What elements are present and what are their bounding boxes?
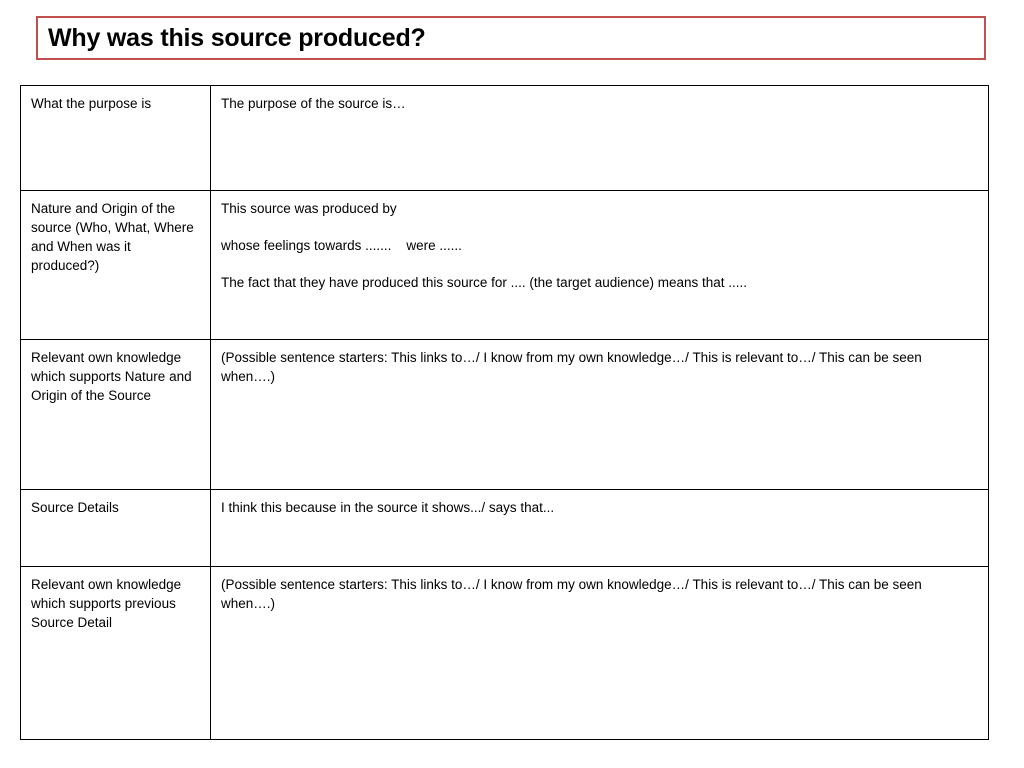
prompt-text: I think this because in the source it shows.../ says that... [221, 500, 555, 515]
table-row-own-knowledge-detail [21, 566, 988, 739]
row-label: What the purpose is [21, 86, 211, 190]
prompt-text: (Possible sentence starters: This links to…/ I know from my own knowledge…/ This is relevant to…/ This can be seen when….) [221, 350, 922, 384]
response-cell[interactable] [211, 567, 988, 739]
row-label: Relevant own knowledge which supports previous Source Detail [21, 567, 211, 739]
prompt-text: The fact that they have produced this source for .... (the target audience) means that ..... [221, 275, 748, 290]
prompt-text: (Possible sentence starters: This links to…/ I know from my own knowledge…/ This is relevant to…/ This can be seen when….) [221, 577, 922, 611]
row-label: Relevant own knowledge which supports Nature and Origin of the Source [21, 340, 211, 489]
table-row-source-details [21, 489, 988, 566]
row-label: Nature and Origin of the source (Who, What, Where and When was it produced?) [21, 191, 211, 339]
prompt-text: whose feelings towards ....... were ...... [221, 238, 462, 253]
response-cell[interactable] [211, 86, 988, 190]
response-cell[interactable] [211, 191, 988, 339]
row-label: Source Details [21, 490, 211, 566]
table-row-nature-origin [21, 190, 988, 339]
prompt-text: The purpose of the source is… [221, 96, 406, 111]
worksheet-table [20, 85, 989, 740]
title-box [36, 16, 986, 60]
page-title: Why was this source produced? [48, 23, 426, 52]
table-row-own-knowledge-nature [21, 339, 988, 489]
response-cell[interactable] [211, 340, 988, 489]
response-cell[interactable] [211, 490, 988, 566]
table-row-purpose [21, 86, 988, 190]
prompt-text: This source was produced by [221, 201, 397, 216]
